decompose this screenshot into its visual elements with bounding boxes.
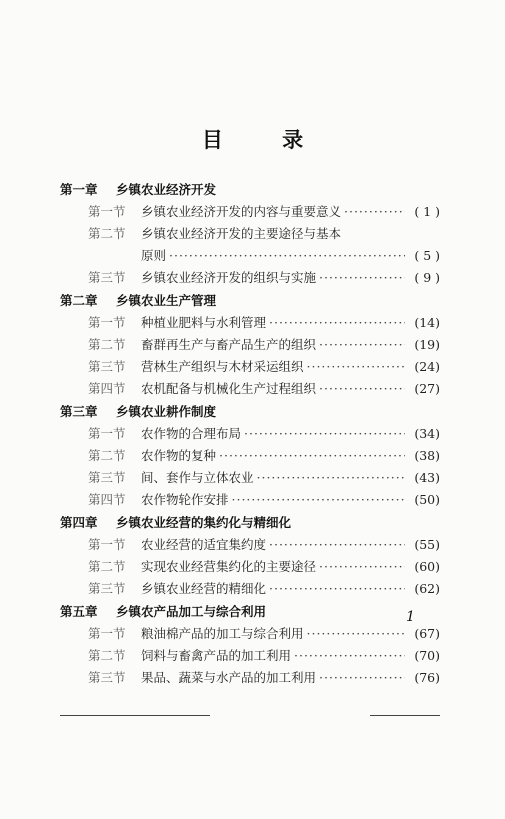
chapter-heading [60,512,440,534]
toc-entry[interactable] [60,445,440,467]
section-title: 农作物轮作安排 [141,492,229,507]
section-number: 第四节 [88,381,126,396]
toc-entry[interactable] [60,245,440,267]
section-title: 粮油棉产品的加工与综合利用 [141,626,304,641]
chapter-title: 乡镇农业生产管理 [116,293,217,308]
chapter-number: 第一章 [60,182,98,197]
section-number: 第一节 [88,537,126,552]
chapter-title: 乡镇农业耕作制度 [116,404,217,419]
dot-leader [219,445,405,467]
section-page: (27) [414,381,440,396]
toc-entry[interactable] [60,578,440,600]
dot-leader [269,534,405,556]
section-title: 乡镇农业经济开发的主要途径与基本 [141,226,342,241]
section-number: 第四节 [88,492,126,507]
section-page: (19) [414,337,440,352]
toc-entry[interactable] [60,534,440,556]
toc-entry[interactable] [60,667,440,689]
chapter-title: 乡镇农业经营的集约化与精细化 [116,515,292,530]
dot-leader [244,423,405,445]
section-page: (62) [414,581,440,596]
toc-entry[interactable] [60,356,440,378]
toc-entry[interactable] [60,645,440,667]
section-page: (38) [414,448,440,463]
section-page: (14) [414,315,440,330]
section-page: (76) [414,670,440,685]
dot-leader [319,667,405,689]
section-title: 农业经营的适宜集约度 [141,537,267,552]
section-title: 乡镇农业经济开发的组织与实施 [141,270,317,285]
chapter-heading [60,290,440,312]
section-title: 果品、蔬菜与水产品的加工利用 [141,670,317,685]
section-page: (43) [414,470,440,485]
dot-leader [307,623,405,645]
section-page: ( 5 ) [414,248,440,263]
dot-leader [344,201,405,223]
section-page: (55) [414,537,440,552]
section-title: 原则 [141,248,167,263]
table-of-contents [60,178,440,689]
section-title: 农作物的合理布局 [141,426,242,441]
dot-leader [319,378,405,400]
section-number: 第一节 [88,626,126,641]
page-title: 目 录 [201,127,330,152]
section-number: 第二节 [88,337,126,352]
section-page: (67) [414,626,440,641]
toc-entry[interactable] [60,334,440,356]
toc-entry[interactable] [60,378,440,400]
dot-leader [169,245,405,267]
section-number: 第三节 [88,359,126,374]
section-title: 乡镇农业经营的精细化 [141,581,267,596]
toc-entry[interactable] [60,267,440,289]
toc-entry[interactable] [60,467,440,489]
section-number: 第二节 [88,559,126,574]
dot-leader [319,556,405,578]
section-number: 第三节 [88,470,126,485]
section-title: 间、套作与立体农业 [141,470,254,485]
section-number: 第二节 [88,448,126,463]
dot-leader [232,489,405,511]
dot-leader [257,467,405,489]
section-page: (34) [414,426,440,441]
page-number: 1 [406,609,415,625]
bottom-rule [60,715,210,716]
section-title: 乡镇农业经济开发的内容与重要意义 [141,204,342,219]
dot-leader [319,334,405,356]
section-page: (24) [414,359,440,374]
toc-entry[interactable] [60,623,440,645]
chapter-number: 第三章 [60,404,98,419]
section-number: 第三节 [88,270,126,285]
dot-leader [294,645,405,667]
section-number: 第二节 [88,648,126,663]
toc-entry[interactable] [60,312,440,334]
section-number: 第一节 [88,426,126,441]
chapter-title: 乡镇农产品加工与综合利用 [116,604,267,619]
section-number: 第一节 [88,315,126,330]
dot-leader [319,267,405,289]
dot-leader [269,312,405,334]
section-page: ( 9 ) [414,270,440,285]
section-page: (70) [414,648,440,663]
section-title: 实现农业经营集约化的主要途径 [141,559,317,574]
toc-entry[interactable] [60,223,440,245]
dot-leader [269,578,405,600]
toc-entry[interactable] [60,423,440,445]
section-title: 饲料与畜禽产品的加工利用 [141,648,292,663]
chapter-heading [60,179,440,201]
dot-leader [307,356,405,378]
bottom-rule-right [370,715,440,716]
toc-entry[interactable] [60,489,440,511]
section-number: 第三节 [88,670,126,685]
chapter-number: 第五章 [60,604,98,619]
section-title: 农机配备与机械化生产过程组织 [141,381,317,396]
section-page: (60) [414,559,440,574]
section-title: 农作物的复种 [141,448,217,463]
section-page: (50) [414,492,440,507]
toc-entry[interactable] [60,201,440,223]
chapter-number: 第二章 [60,293,98,308]
toc-entry[interactable] [60,556,440,578]
chapter-heading [60,401,440,423]
chapter-number: 第四章 [60,515,98,530]
section-title: 畜群再生产与畜产品生产的组织 [141,337,317,352]
chapter-title: 乡镇农业经济开发 [116,182,217,197]
chapter-heading [60,601,440,623]
section-number: 第一节 [88,204,126,219]
section-title: 营林生产组织与木材采运组织 [141,359,304,374]
section-page: ( 1 ) [414,204,440,219]
section-number: 第二节 [88,226,126,241]
section-number: 第三节 [88,581,126,596]
section-title: 种植业肥料与水利管理 [141,315,267,330]
